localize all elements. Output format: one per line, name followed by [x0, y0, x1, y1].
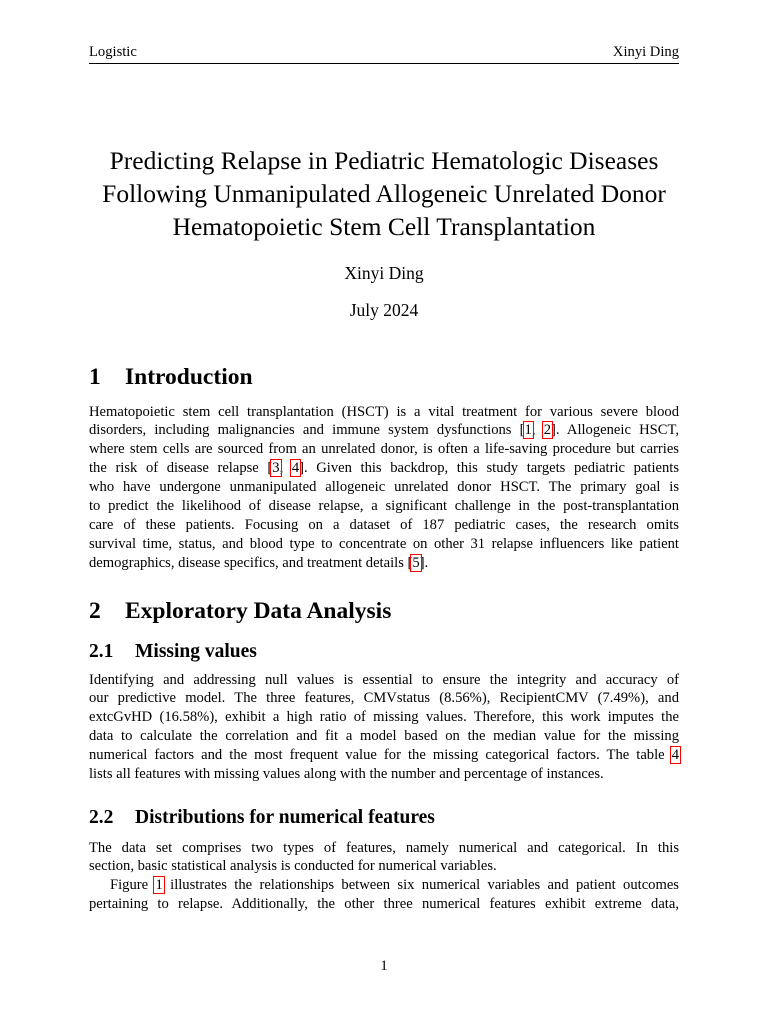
text-line: extcGvHD (16.58%), exhibit a high ratio of missing values. Therefore, this work imputes the — [89, 709, 679, 726]
section-body-distributions — [89, 839, 679, 915]
page-number: 1 — [380, 958, 388, 974]
citation-link[interactable]: 1 — [524, 422, 532, 439]
paper-title-line: Hematopoietic Stem Cell Transplantation — [172, 211, 596, 241]
text-line: to predict the likelihood of disease relapse, a significant challenge in the post-transplantation — [89, 498, 679, 515]
table-link[interactable]: 4 — [671, 747, 679, 764]
author-name: Xinyi Ding — [344, 263, 424, 283]
citation-link[interactable]: 5 — [412, 554, 420, 571]
paragraph — [89, 403, 679, 573]
subsection-heading-missing-values — [89, 640, 257, 664]
text-line: section, basic statistical analysis is conducted for numerical variables. — [89, 858, 497, 875]
text-line: Identifying and addressing null values is essential to ensure the integrity and accuracy of — [89, 671, 679, 688]
section-number: 2 — [89, 598, 101, 624]
text-line: where stem cells are sourced from an unrelated donor, is often a life-saving procedure but carries — [89, 441, 679, 458]
section-number: 1 — [89, 364, 101, 390]
section-body-introduction — [89, 403, 679, 573]
section-title: Exploratory Data Analysis — [125, 598, 392, 624]
subsection-title: Distributions for numerical features — [135, 807, 435, 828]
text-line: pertaining to relapse. Additionally, the other three numerical features exhibit extreme data, — [89, 896, 679, 913]
section-title: Introduction — [125, 364, 253, 390]
paragraph — [89, 671, 679, 784]
text-line: who have undergone unmanipulated allogeneic unrelated donor HSCT. The primary goal is — [89, 479, 679, 496]
text-line: survival time, status, and blood type to concentrate on other 31 relapse influencers like patient — [89, 535, 679, 552]
running-header-author: Xinyi Ding — [612, 44, 679, 60]
subsection-number: 2.2 — [89, 807, 114, 828]
subsection-heading-distributions — [89, 806, 435, 830]
section-body-missing-values — [89, 671, 679, 784]
text-line: lists all features with missing values along with the number and percentage of instances. — [89, 766, 604, 783]
subsection-title: Missing values — [135, 641, 257, 662]
citation-link[interactable]: 2 — [543, 422, 551, 439]
paragraph — [89, 839, 679, 877]
publication-date: July 2024 — [349, 300, 419, 320]
subsection-number: 2.1 — [89, 641, 114, 662]
text-line: The data set comprises two types of features, namely numerical and categorical. In this — [89, 839, 679, 856]
text-line: data to calculate the correlation and fit a model based on the median value for the missing — [89, 728, 679, 745]
text-line: disorders, including malignancies and immune system dysfunctions [1, 2]. Allogeneic HSCT, — [89, 422, 679, 439]
text-line: demographics, disease specifics, and treatment details [5]. — [89, 554, 429, 571]
paragraph — [89, 876, 679, 914]
running-header-title: Logistic — [89, 44, 137, 60]
text-line: Hematopoietic stem cell transplantation (HSCT) is a vital treatment for various severe blood — [89, 403, 679, 420]
header-rule — [89, 63, 679, 64]
paper-title-line: Predicting Relapse in Pediatric Hematologic Diseases — [109, 145, 659, 175]
section-heading-exploratory-data-analysis — [89, 597, 391, 625]
running-header — [89, 43, 679, 61]
text-line: our predictive model. The three features, CMVstatus (8.56%), RecipientCMV (7.49%), and — [89, 690, 679, 707]
citation-link[interactable]: 3 — [272, 460, 280, 477]
paper-title — [0, 144, 768, 243]
text-line: numerical factors and the most frequent value for the missing categorical factors. The table 4 — [89, 747, 679, 764]
citation-link[interactable]: 4 — [291, 460, 300, 477]
text-line: care of these patients. Focusing on a dataset of 187 pediatric cases, the research omits — [89, 516, 679, 533]
section-heading-introduction — [89, 363, 253, 391]
text-line: the risk of disease relapse [3, 4]. Given this backdrop, this study targets pediatric patients — [89, 460, 680, 477]
paper-title-line: Following Unmanipulated Allogeneic Unrelated Donor — [102, 178, 666, 208]
text-line: Figure 1 illustrates the relationships between six numerical variables and patient outcomes — [110, 877, 679, 894]
figure-link[interactable]: 1 — [155, 877, 163, 894]
